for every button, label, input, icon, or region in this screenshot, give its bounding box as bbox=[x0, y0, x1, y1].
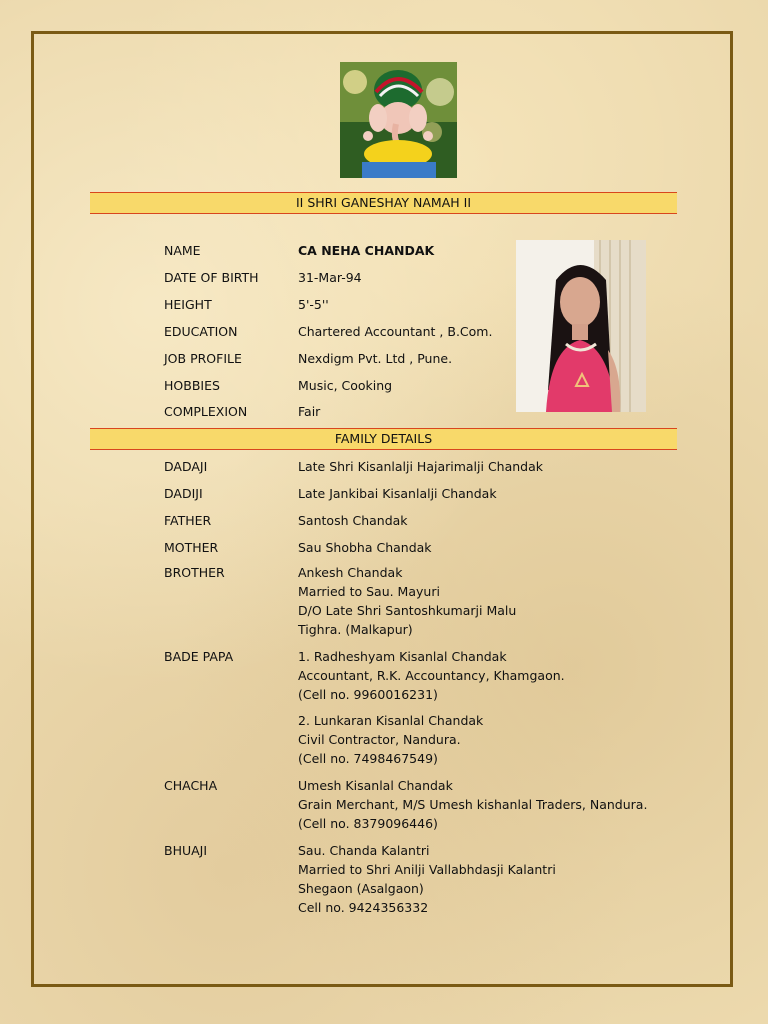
ganesha-image bbox=[340, 62, 457, 178]
portrait-photo bbox=[516, 240, 646, 412]
invocation-banner: II SHRI GANESHAY NAMAH II bbox=[90, 192, 677, 214]
family-details-banner: FAMILY DETAILS bbox=[90, 428, 677, 450]
